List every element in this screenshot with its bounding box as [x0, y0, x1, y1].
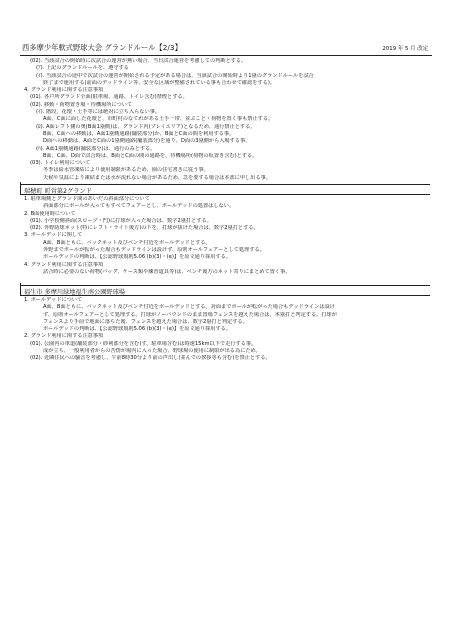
rule-line: (01). 各戸所グランド全面(駐車場、通路、トイレ含む)禁煙とする。	[30, 94, 188, 101]
rule-line: A面、B面ともに、バックネット及びベンチ付近をボールデッドとする。対面までボールが転がった場合もデッドラインは設け	[43, 304, 335, 311]
rule-line: 終了まで運用する(前面のデッドライン等、安全な区域が整備されている事も合わせて確認をする)。	[43, 79, 276, 86]
rule-line: フェンスより手前で地面に落ちた後、フェンスを越えた場合は、数字2塁打と判定する。	[43, 318, 248, 325]
rule-line: 成が立ち、一般利用者からの苦情が場内に入った場合、野球場の使用に制限が出る為にため。	[43, 348, 261, 355]
rule-line: (02). 当該試合の開始時に次試合の運営が無い場合、当日試合運営を考慮しての判断とする。	[30, 58, 247, 64]
rule-line: A面、B面ともに、バックネット及びベンチ付近をボールデッドとする。	[43, 239, 211, 246]
rule-line: 2. グランド利用に関する注意事項	[24, 333, 104, 340]
rule-line: (ｱ). 上記のグランドルールを、遵守する	[36, 65, 129, 72]
mizuho-rules-block	[24, 196, 430, 276]
rule-line: (ｲ). 階段、花壇・土手等には絶対に立ち入らない事。	[36, 109, 161, 116]
fussa-rules-block	[24, 297, 430, 363]
rule-line: (03). トイレ利用について	[30, 160, 91, 167]
rule-line: 天候や気温により凍結または水が流れない場合があるため、急を要する場合は本部に申し出る事。	[43, 174, 272, 181]
rule-line: 3. ボールデッドに関して	[24, 232, 83, 239]
rule-line: B面、C面、D面で試合時は、B面とC面の間の通路を、待機場所(荷物の仮置き含む)とする。	[43, 152, 258, 159]
rule-line: (ﾛ). A面レフト側の奥(B面1塁側)は、グランド内(プレイエリア)となるため、通行禁止とする。	[36, 123, 256, 130]
intro-rules-block	[24, 58, 430, 182]
rule-line: 斜面部分にボールが入ってもすべてフェアーとし、ボールデッドの処置はしない。	[43, 203, 235, 210]
rule-line: 外野までボールが転がった場合もデッドラインは設けず、原則オールフェアーとして処理する。	[43, 247, 265, 254]
rule-line: 4. グランド利用に関する注意事項	[24, 87, 104, 94]
rule-line: 2. B面使用時について	[24, 210, 76, 217]
rule-line: 冬季は給水管凍結により使用制限があるため、園の住宅書きに従う事。	[43, 167, 209, 174]
rule-line: (01). 公園内の車道(舗装部分・砂利部分を含む)す、駐車場含む)は時速15km以下で走行する事。	[30, 340, 257, 347]
section-header-fussa	[20, 285, 430, 296]
section-title: 瑞穂町 町営第2グランド	[24, 188, 92, 195]
rule-line: D面への移動は、A面とC面の1塁側通路(舗装部分)を通り、D面の3塁側から入場する事。	[43, 138, 251, 145]
rule-line: ず、原則オールフェアーとして処理する。打球がノーバウンドのまま置場フェンスを越えた場合は、本塁打と判定する。打球が	[43, 311, 337, 318]
revision-date: 2019 年 5 月 改定	[382, 46, 428, 52]
page-header	[20, 43, 432, 53]
rule-line: A面、C面に面した花壇と、市町村のなてれがある土手一帯、並ぶこと・荷物を置く事も禁止する。	[43, 116, 274, 123]
page-title: 西多摩少年軟式野球大会 グランドルール【2/3】	[22, 43, 182, 52]
rule-line: 試合時に必要のない荷物(バッグ、ケース類や練習道具等)は、ベンチ後方のネット寄りにまとめて置く事。	[43, 268, 291, 275]
header-rule	[20, 55, 432, 56]
section-title: 福生市 多摩川緑地福生南公園野球場	[24, 289, 125, 296]
rule-line: (02). 外野防球ネット(特にレフト・ライト後方)の下を、打球が抜けた場合は、数字2塁打とする。	[30, 225, 259, 232]
rule-line: (01). 小学校側斜面(スロープ・門)に打球が入った場合は、数字2塁打とする。	[30, 217, 212, 224]
rule-line: (02). 移動・荷物置き場・待機場所について	[30, 101, 133, 108]
rule-line: ボールデッドの判断は、【公認野球規則5.06 (b)(3)・(e)】を原文通り採用する。	[43, 254, 231, 261]
rule-line: (ﾊ). A面1塁側通路(舗装部分)は、通行のみとする。	[36, 145, 156, 152]
rule-line: (02). 近隣住民への騒音を考慮し、午前8時30分より前の声出し(並んでの挨拶等も含む)を禁止とする。	[30, 355, 271, 362]
rule-line: 1. ボールデッドについて	[24, 297, 83, 303]
rule-line: 1. 駐車場側とグランド間のあいだの斜面部分について	[24, 196, 150, 202]
section-marker	[20, 182, 21, 195]
rule-line: B面、C面への移動は、A面1塁側通路(舗装部分)か、B面とC面の間を利用する事。	[43, 130, 235, 137]
rule-line: (ｲ). 当該試合の途中で次試合の運営が開始される予定がある場合は、当該試合の開始時より1塁のグランドルールを試合	[36, 72, 314, 79]
rule-line: 4. グランド利用に関する注意事項	[24, 261, 104, 268]
section-marker	[20, 283, 21, 296]
section-header-mizuho	[20, 184, 430, 195]
rule-line: ボールデッドの判断は、【公認野球規則5.06 (b)(3)・(e)】を原文通り採用する。	[43, 326, 231, 333]
